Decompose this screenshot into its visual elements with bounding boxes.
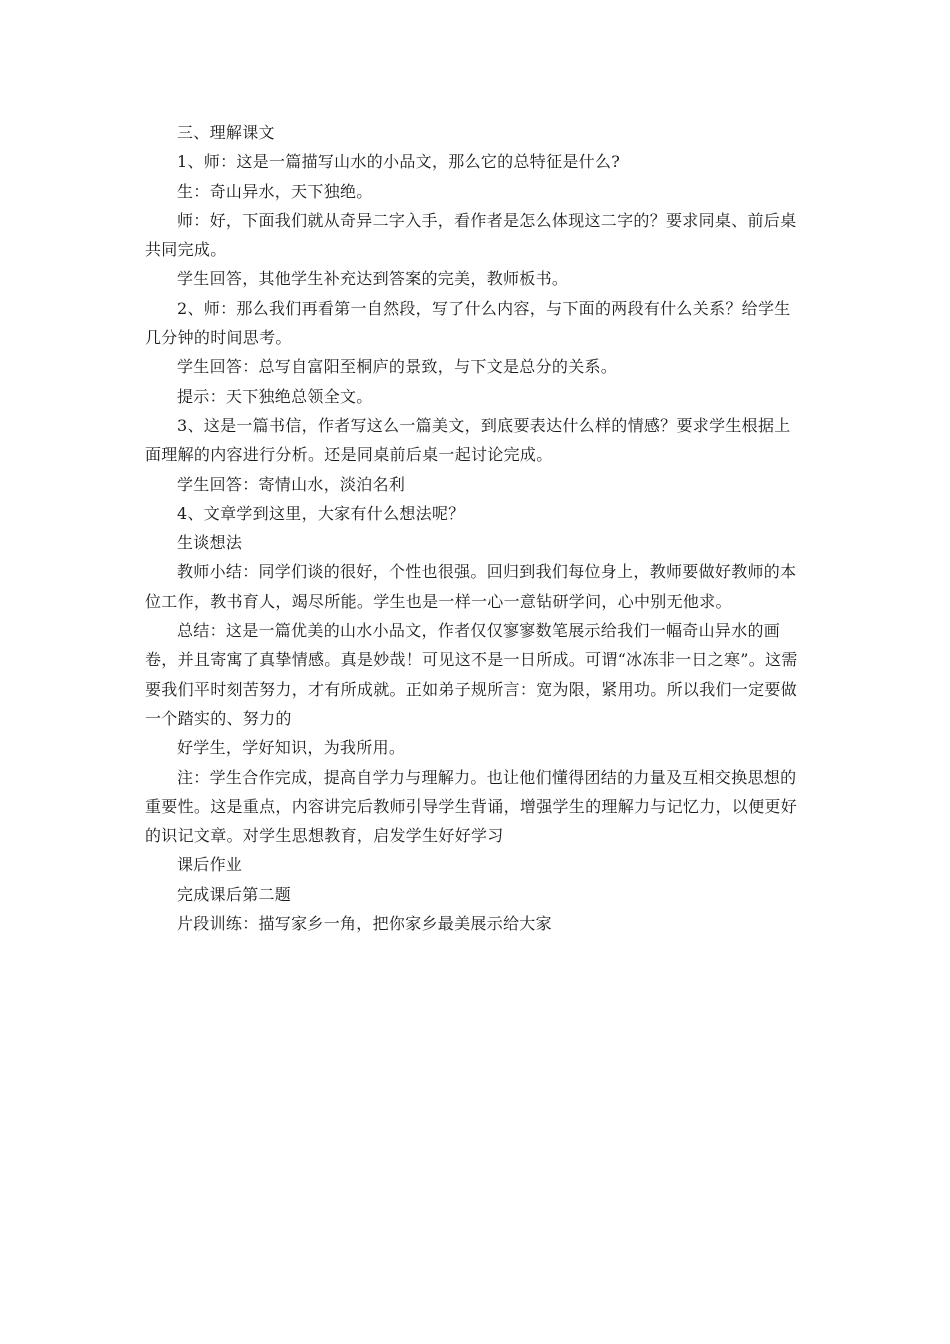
paragraph: 片段训练：描写家乡一角，把你家乡最美展示给大家 xyxy=(177,914,552,934)
paragraph: 生：奇山异水，天下独绝。 xyxy=(177,181,373,201)
paragraph: 学生回答，其他学生补充达到答案的完美，教师板书。 xyxy=(177,269,569,289)
paragraph: 师：好，下面我们就从奇异二字入手，看作者是怎么体现这二字的？要求同桌、前后桌共同完成。 xyxy=(145,210,797,260)
document-body xyxy=(145,118,805,938)
paragraph: 提示：天下独绝总领全文。 xyxy=(177,386,373,406)
paragraph: 1、师：这是一篇描写山水的小品文，那么它的总特征是什么? xyxy=(177,152,621,172)
paragraph: 2、师：那么我们再看第一自然段，写了什么内容，与下面的两段有什么关系？给学生几分钟的时间思考。 xyxy=(145,298,791,348)
section-heading: 三、理解课文 xyxy=(177,123,275,142)
paragraph: 3、这是一篇书信，作者写这么一篇美文，到底要表达什么样的情感？要求学生根据上面理解的内容进行分析。还是同桌前后桌一起讨论完成。 xyxy=(145,415,791,465)
homework-heading: 课后作业 xyxy=(177,855,243,875)
paragraph: 学生回答：寄情山水，淡泊名利 xyxy=(177,474,406,494)
paragraph: 学生回答：总写自富阳至桐庐的景致，与下文是总分的关系。 xyxy=(177,357,618,377)
paragraph: 生谈想法 xyxy=(177,533,243,553)
paragraph: 总结：这是一篇优美的山水小品文，作者仅仅寥寥数笔展示给我们一幅奇山异水的画卷，并且寄寓了真挚情感。真是妙哉！可见这不是一日所成。可谓“冰冻非一日之寒”。这需要我们平时刻苦努力，才有所成就。正如弟子规所言：宽为限，紧用功。所以我们一定要做一个踏实的、努力的 xyxy=(145,621,798,728)
paragraph: 注：学生合作完成，提高自学力与理解力。也让他们懂得团结的力量及互相交换思想的重要性。这是重点，内容讲完后教师引导学生背诵，增强学生的理解力与记忆力，以便更好的识记文章。对学生思想教育，启发学生好好学习 xyxy=(145,767,798,846)
paragraph: 4、文章学到这里，大家有什么想法呢？ xyxy=(177,503,465,523)
paragraph: 教师小结：同学们谈的很好，个性也很强。回归到我们每位身上，教师要做好教师的本位工作，教书育人，竭尽所能。学生也是一样一心一意钻研学问，心中别无他求。 xyxy=(145,562,797,611)
paragraph: 完成课后第二题 xyxy=(177,884,292,904)
paragraph: 好学生，学好知识，为我所用。 xyxy=(177,738,406,758)
